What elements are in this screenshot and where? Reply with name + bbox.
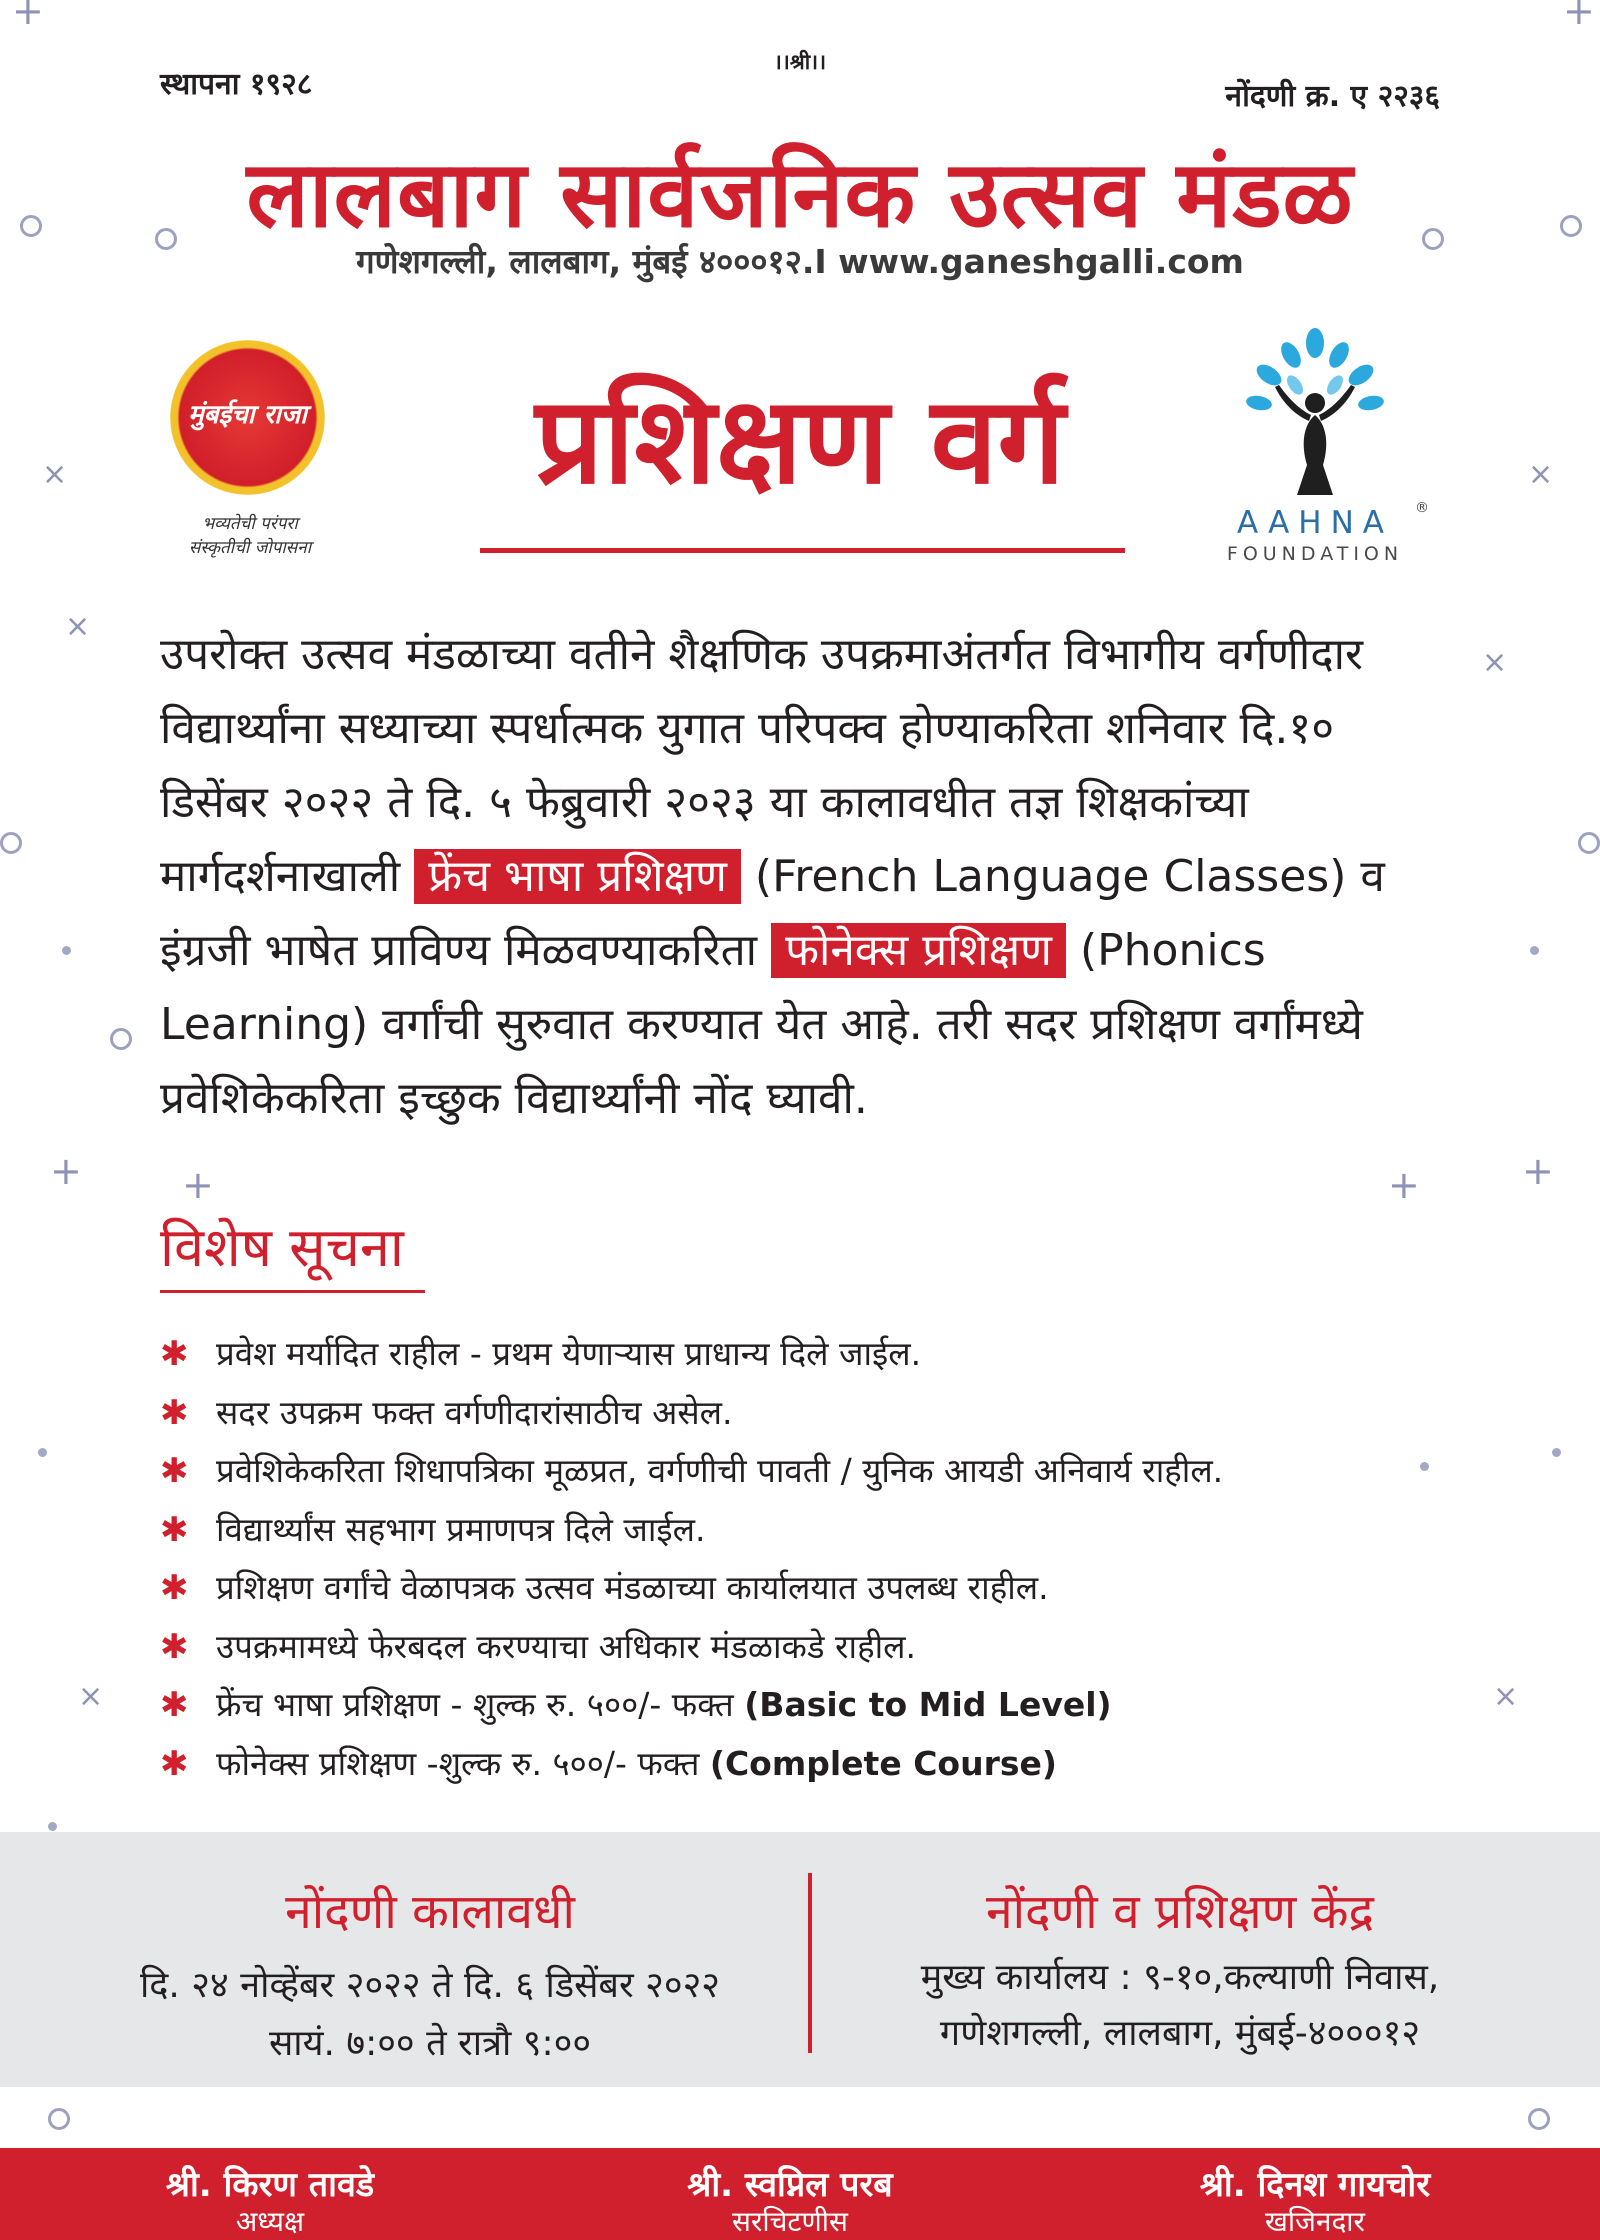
ring-decor-icon bbox=[0, 832, 22, 854]
treasurer-name: श्री. दिनश गायचोर bbox=[1199, 2165, 1431, 2205]
notes-list bbox=[160, 1325, 1460, 1793]
dot-decor-icon bbox=[1552, 1448, 1561, 1457]
dot-decor-icon bbox=[1530, 946, 1539, 955]
note-text: प्रशिक्षण वर्गांचे वेळापत्रक उत्सव मंडळाच्या कार्यालयात उपलब्ध राहील. bbox=[216, 1568, 1049, 1607]
notes-heading: विशेष सूचना bbox=[160, 1216, 404, 1279]
asterisk-bullet-icon: ✱ bbox=[160, 1626, 189, 1667]
note-bold: (Basic to Mid Level) bbox=[744, 1685, 1112, 1724]
intro-text-1: उपरोक्त उत्सव मंडळाच्या वतीने शैक्षणिक उपक्रमाअंतर्गत विभागीय वर्गणीदार विद्यार्थ्यांना सध्याच्या स्पर्धात्मक युगात परिपक्व होण्याकरिता शनिवार दि.१० डिसेंबर २०२२ ते दि. ५ फेब्रुवारी २०२३ या कालावधीत तज्ञ शिक्षकांच्या मार्गदर्शनाखाली bbox=[160, 629, 1364, 902]
french-training-highlight: फ्रेंच भाषा प्रशिक्षण bbox=[414, 849, 741, 904]
center-address-line-2: गणेशगल्ली, लालबाग, मुंबई-४०००१२ bbox=[939, 2013, 1421, 2054]
plus-decor-icon: + bbox=[182, 1163, 214, 1207]
list-item bbox=[160, 1501, 1460, 1560]
plus-decor-icon: + bbox=[1563, 0, 1595, 33]
cross-decor-icon: × bbox=[65, 609, 91, 644]
invocation: ।।श्री।। bbox=[773, 50, 827, 74]
organization-address: गणेशगल्ली, लालबाग, मुंबई ४०००१२.I www.ganeshgalli.com bbox=[356, 242, 1244, 281]
aahna-tree-icon bbox=[1245, 325, 1385, 500]
cross-decor-icon: × bbox=[42, 457, 68, 492]
note-text: विद्यार्थ्यांस सहभाग प्रमाणपत्र दिले जाईल. bbox=[216, 1509, 706, 1549]
ring-decor-icon bbox=[110, 1028, 132, 1050]
plus-decor-icon: + bbox=[12, 0, 44, 33]
notes-heading-underline bbox=[160, 1290, 425, 1293]
cross-decor-icon: × bbox=[1528, 457, 1554, 492]
secretary-name: श्री. स्वप्निल परब bbox=[687, 2165, 893, 2205]
registration-time: सायं. ७:०० ते रात्रौ ९:०० bbox=[268, 2023, 592, 2064]
page-title: प्रशिक्षण वर्ग bbox=[535, 372, 1065, 511]
registration-period-heading: नोंदणी कालावधी bbox=[285, 1884, 575, 1940]
plus-decor-icon: + bbox=[50, 1149, 82, 1193]
list-item bbox=[160, 1442, 1460, 1501]
ring-decor-icon bbox=[1528, 2108, 1550, 2130]
treasurer-role: खजिनदार bbox=[1264, 2205, 1366, 2238]
list-item bbox=[160, 1325, 1460, 1384]
cross-decor-icon: × bbox=[78, 1679, 104, 1714]
list-item bbox=[160, 1735, 1460, 1794]
cross-decor-icon: × bbox=[1482, 645, 1508, 680]
list-item bbox=[160, 1384, 1460, 1443]
registration-center-heading: नोंदणी व प्रशिक्षण केंद्र bbox=[985, 1884, 1374, 1940]
list-item bbox=[160, 1676, 1460, 1735]
center-address-line-1: मुख्य कार्यालय : ९-१०,कल्याणी निवास, bbox=[920, 1957, 1440, 1998]
aahna-foundation-label: FOUNDATION bbox=[1226, 543, 1404, 565]
note-text: फोनेक्स प्रशिक्षण -शुल्क रु. ५००/- फक्त bbox=[216, 1743, 710, 1783]
asterisk-bullet-icon: ✱ bbox=[160, 1685, 189, 1725]
ring-decor-icon bbox=[1578, 832, 1600, 854]
dot-decor-icon bbox=[48, 1822, 57, 1831]
note-text: प्रवेश मर्यादित राहील - प्रथम येणाऱ्यास प्राधान्य दिले जाईल. bbox=[216, 1334, 922, 1373]
plus-decor-icon: + bbox=[1522, 1149, 1554, 1193]
dot-decor-icon bbox=[38, 1448, 47, 1457]
list-item bbox=[160, 1559, 1460, 1618]
established-year: स्थापना १९२८ bbox=[160, 67, 313, 102]
registration-dates: दि. २४ नोव्हेंबर २०२२ ते दि. ६ डिसेंबर २०२२ bbox=[139, 1965, 721, 2006]
cross-decor-icon: × bbox=[1493, 1679, 1519, 1714]
organization-name: लालबाग सार्वजनिक उत्सव मंडळ bbox=[246, 141, 1354, 248]
title-underline bbox=[480, 548, 1125, 553]
asterisk-bullet-icon: ✱ bbox=[160, 1568, 189, 1608]
note-text: उपक्रमामध्ये फेरबदल करण्याचा अधिकार मंडळाकडे राहील. bbox=[216, 1626, 917, 1666]
ring-decor-icon bbox=[48, 2108, 70, 2130]
president-name: श्री. किरण तावडे bbox=[165, 2165, 375, 2205]
plus-decor-icon: + bbox=[1388, 1163, 1420, 1207]
dot-decor-icon bbox=[62, 946, 71, 955]
asterisk-bullet-icon: ✱ bbox=[160, 1451, 189, 1491]
list-item bbox=[160, 1618, 1460, 1677]
note-text: सदर उपक्रम फक्त वर्गणीदारांसाठीच असेल. bbox=[216, 1392, 733, 1432]
logo-left-tagline-1: भव्यतेची परंपरा bbox=[202, 514, 298, 534]
phonics-training-highlight: फोनेक्स प्रशिक्षण bbox=[771, 923, 1066, 978]
note-bold: (Complete Course) bbox=[709, 1743, 1057, 1783]
asterisk-bullet-icon: ✱ bbox=[160, 1509, 189, 1550]
secretary-role: सरचिटणीस bbox=[732, 2205, 848, 2238]
president-role: अध्यक्ष bbox=[235, 2205, 305, 2238]
note-text: प्रवेशिकेकरिता शिधापत्रिका मूळप्रत, वर्गणीची पावती / युनिक आयडी अनिवार्य राहील. bbox=[216, 1451, 1224, 1490]
note-text: फ्रेंच भाषा प्रशिक्षण - शुल्क रु. ५००/- फक्त bbox=[216, 1685, 745, 1724]
asterisk-bullet-icon: ✱ bbox=[160, 1743, 189, 1784]
intro-text-2: (French Language Classes) व इंग्रजी भाषेत प्राविण्य मिळवण्याकरिता bbox=[160, 851, 1385, 976]
logo-left-tagline bbox=[160, 512, 340, 560]
aahna-wordmark: AAHNA bbox=[1237, 505, 1393, 541]
asterisk-bullet-icon: ✱ bbox=[160, 1392, 189, 1433]
registration-number: नोंदणी क्र. ए २२३६ bbox=[1225, 79, 1440, 114]
intro-paragraph bbox=[160, 618, 1450, 1136]
intro-text-3: (Phonics Learning) वर्गांची सुरुवात करण्यात येत आहे. तरी सदर प्रशिक्षण वर्गांमध्ये प्रवेशिकेकरिता इच्छुक विद्यार्थ्यांनी नोंद घ्यावी. bbox=[160, 925, 1363, 1124]
logo-left-name: मुंबईचा राजा bbox=[188, 400, 307, 430]
logo-left-tagline-2: संस्कृतीची जोपासना bbox=[188, 538, 312, 558]
band-divider bbox=[808, 1873, 812, 2053]
asterisk-bullet-icon: ✱ bbox=[160, 1334, 189, 1374]
registered-mark: ® bbox=[1415, 500, 1429, 516]
